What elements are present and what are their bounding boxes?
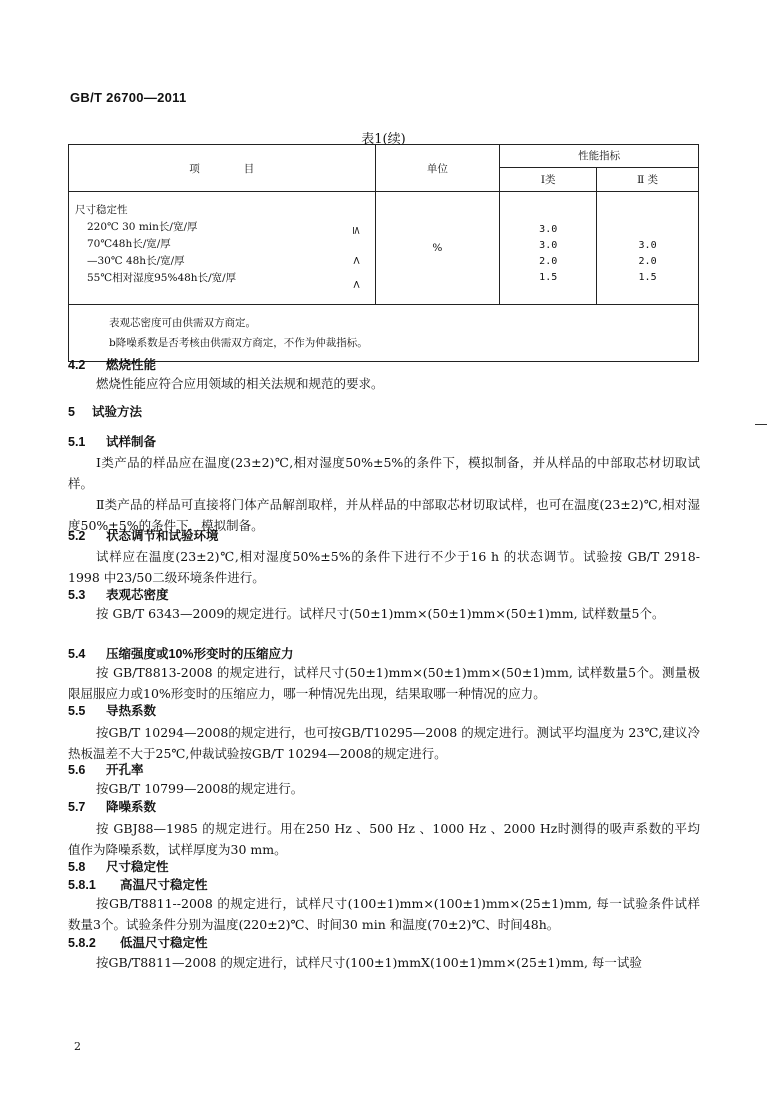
comparison-symbol: <: [350, 255, 364, 266]
item-line: 70℃48h长/宽/厚: [87, 238, 171, 250]
paragraph: 按 GB/T8813-2008 的规定进行，试样尺寸(50±1)mm×(50±1)mm×(50±1)mm, 试样数量5个。测量极限屈服应力或10%形变时的压缩应力，哪一种情况先出现，结果取哪一种情况的应力。: [68, 665, 700, 701]
section-heading: 5 试验方法: [68, 405, 143, 419]
standard-code: GB/T 26700—2011: [70, 90, 187, 105]
item-line: 220℃ 30 min长/宽/厚: [87, 221, 198, 233]
paragraph: 燃烧性能应符合应用领域的相关法规和规范的要求。: [96, 376, 384, 391]
value: 1.5: [539, 272, 558, 283]
table-caption: 表1(续): [361, 132, 406, 147]
class-1-values: [500, 192, 597, 305]
section-heading: 5.8 尺寸稳定性: [68, 860, 169, 874]
paragraph: 试样应在温度(23±2)℃,相对湿度50%±5%的条件下进行不少于16 h 的状态调节。试验按 GB/T 2918-1998 中23/50二级环境条件进行。: [68, 549, 700, 585]
spec-table: [68, 144, 699, 362]
item-line: 55℃相对湿度95%48h长/宽/厚: [87, 272, 237, 284]
header-performance: 性能指标: [500, 145, 699, 168]
section-heading: 5.2 状态调节和试验环境: [68, 529, 219, 543]
value: 3.0: [539, 240, 558, 251]
section-heading: 5.8.2 低温尺寸稳定性: [68, 936, 208, 950]
value: 2.0: [638, 256, 657, 267]
section-heading: 5.3 表观芯密度: [68, 588, 169, 602]
paragraph: Ⅰ类产品的样品应在温度(23±2)℃,相对湿度50%±5%的条件下，模拟制备，并从样品的中部取芯材切取试样。: [68, 455, 700, 491]
paragraph: 按GB/T8811--2008 的规定进行，试样尺寸(100±1)mm×(100±1)mm×(25±1)mm, 每一试验条件试样数量3个。试验条件分别为温度(220±2)℃、时间30 min 和温度(70±2)℃、时间48h。: [68, 896, 700, 932]
value: 1.5: [638, 272, 657, 283]
note: 表观芯密度可由供需双方商定。: [109, 317, 256, 329]
section-heading: 5.1 试样制备: [68, 435, 157, 449]
header-class-1: Ⅰ类: [500, 167, 597, 191]
paragraph: 按 GBJ88—1985 的规定进行。用在250 Hz 、500 Hz 、1000 Hz 、2000 Hz时测得的吸声系数的平均 值作为降噪系数，试样厚度为30 mm。: [68, 821, 700, 857]
edge-mark: [755, 424, 767, 425]
class-2-values: [597, 192, 699, 305]
value: 3.0: [638, 240, 657, 251]
paragraph: 按GB/T8811—2008 的规定进行，试样尺寸(100±1)mmX(100±1)mm×(25±1)mm, 每一试验: [96, 955, 642, 970]
value: 2.0: [539, 256, 558, 267]
header-class-2: Ⅱ 类: [597, 167, 699, 191]
section-heading: 5.6 开孔率: [68, 763, 144, 777]
paragraph: Ⅱ类产品的样品可直接将门体产品解剖取样，并从样品的中部取芯材切取试样，也可在温度(23±2)℃,相对湿度50%±5%的条件下，模拟制备。: [68, 497, 700, 533]
unit-cell: %: [375, 192, 500, 305]
item-cell: [69, 192, 376, 305]
header-unit: 单位: [375, 145, 500, 192]
comparison-symbol: ≤: [350, 225, 364, 236]
section-heading: 5.7 降噪系数: [68, 800, 157, 814]
page-number: 2: [74, 1040, 81, 1053]
section-heading: 5.5 导热系数: [68, 704, 157, 718]
item-title: 尺寸稳定性: [75, 204, 128, 216]
note: b降噪系数是否考核由供需双方商定，不作为仲裁指标。: [109, 337, 368, 349]
section-heading: 4.2 燃烧性能: [68, 358, 157, 372]
paragraph: 按 GB/T 6343—2009的规定进行。试样尺寸(50±1)mm×(50±1)mm×(50±1)mm, 试样数量5个。: [96, 606, 665, 621]
paragraph: 按GB/T 10294—2008的规定进行，也可按GB/T10295—2008 的规定进行。测试平均温度为 23℃,建议冷热板温差不大于25℃,仲裁试验按GB/T 10294—2008的规定进行。: [68, 725, 700, 761]
paragraph: 按GB/T 10799—2008的规定进行。: [96, 781, 304, 796]
header-item: 项 目: [69, 145, 376, 192]
section-heading: 5.4 压缩强度或10%形变时的压缩应力: [68, 647, 294, 661]
value: 3.0: [539, 224, 558, 235]
item-line: —30℃ 48h长/宽/厚: [87, 255, 185, 267]
section-heading: 5.8.1 高温尺寸稳定性: [68, 878, 208, 892]
comparison-symbol: <: [350, 279, 364, 290]
table-notes: [69, 305, 699, 362]
